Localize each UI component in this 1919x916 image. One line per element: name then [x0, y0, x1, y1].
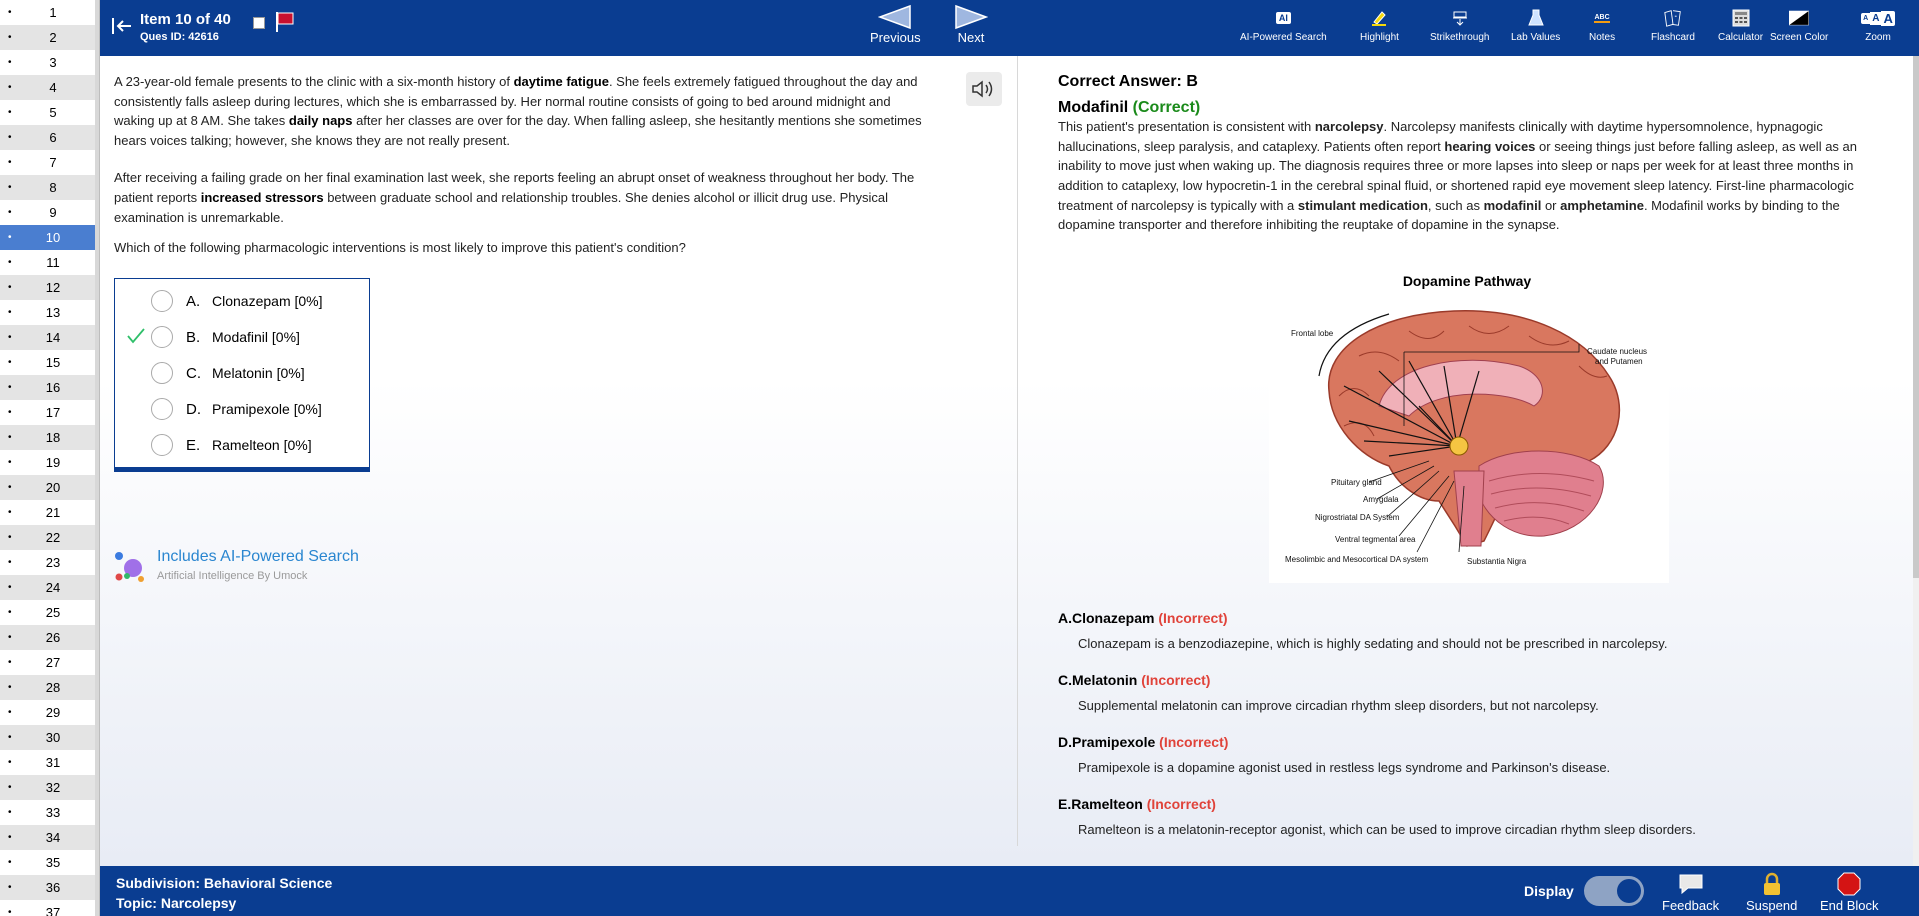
bullet-icon: •	[8, 257, 12, 268]
sidebar-question-2[interactable]	[0, 25, 99, 50]
bullet-icon: •	[8, 57, 12, 68]
feedback-label: Feedback	[1662, 898, 1720, 913]
flag-icon[interactable]	[275, 11, 295, 33]
stem-paragraph-1: A 23-year-old female presents to the clinic with a six-month history of daytime fatigue. She feels extremely fatigued throughout the day and consistently falls asleep during lectures, which she is embarrassed by. Her normal routine consists of going to bed around midnight and waking up at 8 AM. She takes daily naps after her classes are over for the day. When falling asleep, she hesitantly mentions she sometimes hears voices talking; however, she knows they are not really present.	[114, 74, 922, 148]
question-number: 2	[49, 30, 57, 45]
checkmark-icon	[127, 328, 145, 344]
label-nigrostriatal: Nigrostriatal DA System	[1315, 513, 1400, 522]
incorrect-description: Supplemental melatonin can improve circadian rhythm sleep disorders, but not narcolepsy.	[1078, 698, 1599, 713]
notes-label: Notes	[1589, 32, 1616, 43]
bullet-icon: •	[8, 132, 12, 143]
question-number: 33	[45, 805, 61, 820]
lock-icon	[1758, 872, 1786, 896]
sidebar-question-30[interactable]	[0, 725, 99, 750]
answer-choice[interactable]	[115, 283, 369, 319]
bullet-icon: •	[8, 557, 12, 568]
question-number: 19	[45, 455, 61, 470]
question-number: 3	[49, 55, 57, 70]
label-pituitary: Pituitary gland	[1331, 478, 1382, 487]
answer-choices	[114, 278, 370, 472]
incorrect-explanation	[1058, 796, 1696, 837]
bullet-icon: •	[8, 307, 12, 318]
screen-color-icon	[1789, 8, 1809, 28]
back-arrow-icon[interactable]	[110, 14, 134, 38]
ai-search-label: AI-Powered Search	[1240, 32, 1327, 43]
speaker-icon	[971, 79, 997, 99]
question-number: 27	[45, 655, 61, 670]
sidebar-question-22[interactable]	[0, 525, 99, 550]
label-substantia-nigra: Substantia Nigra	[1467, 557, 1527, 566]
bullet-icon: •	[8, 182, 12, 193]
bullet-icon: •	[8, 207, 12, 218]
answer-letter: D.	[186, 400, 201, 418]
bottom-toolbar	[100, 866, 1919, 916]
question-id: Ques ID: 42616	[140, 31, 219, 43]
sidebar-question-19[interactable]	[0, 450, 99, 475]
question-number: 14	[45, 330, 61, 345]
highlight-tool[interactable]	[1360, 8, 1399, 43]
question-number: 8	[49, 180, 57, 195]
flashcard-tool[interactable]	[1651, 8, 1695, 43]
bullet-icon: •	[8, 607, 12, 618]
label-caudate: Caudate nucleus	[1587, 347, 1648, 356]
scrollbar-thumb[interactable]	[1913, 56, 1919, 578]
screen-color-label: Screen Color	[1770, 32, 1829, 43]
answer-heading: Modafinil (Correct)	[1058, 98, 1201, 116]
sidebar-scrollbar[interactable]	[95, 0, 99, 916]
answer-letter: E.	[186, 436, 201, 454]
bullet-icon: •	[8, 832, 12, 843]
bullet-icon: •	[8, 107, 12, 118]
ai-search-tool[interactable]	[1240, 8, 1327, 43]
question-number: 35	[45, 855, 61, 870]
previous-arrow-icon	[878, 4, 912, 30]
next-label: Next	[957, 30, 985, 45]
sidebar-question-33[interactable]	[0, 800, 99, 825]
flashcard-icon	[1663, 8, 1683, 28]
answer-radio[interactable]	[151, 362, 173, 384]
correct-answer-heading: Correct Answer: B	[1058, 73, 1198, 90]
sidebar-question-6[interactable]	[0, 125, 99, 150]
answer-radio[interactable]	[151, 326, 173, 348]
explanation-text: This patient's presentation is consistent with narcolepsy. Narcolepsy manifests clinically with daytime hypersomnolence, hypnagogic hallucinations, sleep paralysis, and cataplexy. Patients often report hearing voices or seeing things just before falling asleep, as well as an inability to move just when waking up. The diagnosis requires three or more lapses into sleep or naps per week for at least three months in addition to cataplexy, low hypocretin-1 in the cerebral spinal fluid, or shortened rapid eye movement sleep latency. First-line pharmacologic treatment of narcolepsy is typically with a stimulant medication, such as modafinil or amphetamine. Modafinil works by binding to the dopamine transporter and therefore inhibiting the reuptake of dopamine in the synapse.	[1058, 119, 1858, 233]
explanation-scrollbar[interactable]	[1913, 56, 1919, 866]
sidebar-question-7[interactable]	[0, 150, 99, 175]
next-arrow-icon	[954, 4, 988, 30]
bullet-icon: •	[8, 232, 12, 243]
lab-values-tool[interactable]	[1511, 8, 1560, 43]
incorrect-explanation	[1058, 610, 1667, 651]
answer-text: Melatonin [0%]	[212, 365, 305, 381]
question-number: 31	[45, 755, 61, 770]
question-number: 10	[45, 230, 61, 245]
question-number: 18	[45, 430, 61, 445]
incorrect-heading: E.Ramelteon (Incorrect)	[1058, 796, 1216, 812]
sidebar-question-8[interactable]	[0, 175, 99, 200]
bullet-icon: •	[8, 382, 12, 393]
sidebar-question-3[interactable]	[0, 50, 99, 75]
sidebar-question-9[interactable]	[0, 200, 99, 225]
incorrect-explanation	[1058, 672, 1599, 713]
sidebar-question-34[interactable]	[0, 825, 99, 850]
question-sidebar	[0, 0, 100, 916]
sidebar-question-26[interactable]	[0, 625, 99, 650]
bullet-icon: •	[8, 757, 12, 768]
previous-label: Previous	[870, 30, 921, 45]
sidebar-question-24[interactable]	[0, 575, 99, 600]
bullet-icon: •	[8, 857, 12, 868]
bullet-icon: •	[8, 582, 12, 593]
answer-list	[115, 283, 369, 463]
bullet-icon: •	[8, 632, 12, 643]
calculator-tool[interactable]	[1718, 8, 1763, 43]
answer-text: Pramipexole [0%]	[212, 401, 322, 417]
sidebar-question-27[interactable]	[0, 650, 99, 675]
display-toggle[interactable]	[1584, 876, 1644, 906]
question-number: 26	[45, 630, 61, 645]
incorrect-description: Clonazepam is a benzodiazepine, which is highly sedating and should not be prescribed in narcolepsy.	[1078, 636, 1668, 651]
top-toolbar	[100, 0, 1919, 56]
bullet-icon: •	[8, 907, 12, 916]
bullet-icon: •	[8, 457, 12, 468]
answer-radio[interactable]	[151, 290, 173, 312]
zoom-icon: A A A	[1863, 10, 1893, 26]
sidebar-question-17[interactable]	[0, 400, 99, 425]
sidebar-question-32[interactable]	[0, 775, 99, 800]
question-number: 28	[45, 680, 61, 695]
lab-values-label: Lab Values	[1511, 32, 1561, 43]
end-block-button[interactable]	[1820, 872, 1879, 913]
question-number: 6	[49, 130, 57, 145]
question-number: 34	[45, 830, 61, 845]
answer-letter: A.	[186, 292, 201, 310]
dopamine-pathway-diagram	[1269, 296, 1669, 583]
notes-icon: ABC	[1594, 13, 1610, 21]
sidebar-question-20[interactable]	[0, 475, 99, 500]
ai-icon: AI	[1273, 8, 1293, 28]
question-number: 13	[45, 305, 61, 320]
answer-choice[interactable]	[115, 427, 369, 463]
screen-color-tool[interactable]	[1770, 8, 1828, 43]
incorrect-description: Ramelteon is a melatonin-receptor agonist, which can be used to improve circadian rhythm sleep disorders.	[1078, 822, 1696, 837]
bullet-icon: •	[8, 482, 12, 493]
notes-tool[interactable]	[1589, 8, 1615, 43]
sidebar-question-21[interactable]	[0, 500, 99, 525]
sidebar-question-23[interactable]	[0, 550, 99, 575]
question-number: 5	[49, 105, 57, 120]
question-stem	[114, 72, 934, 269]
feedback-icon	[1677, 872, 1705, 896]
question-number: 23	[45, 555, 61, 570]
question-number: 29	[45, 705, 61, 720]
question-number: 21	[45, 505, 61, 520]
question-number: 9	[49, 205, 57, 220]
ai-logo-icon	[114, 550, 146, 582]
ai-promo-title[interactable]: Includes AI-Powered Search	[157, 548, 359, 565]
incorrect-description: Pramipexole is a dopamine agonist used in restless legs syndrome and Parkinson's disease.	[1078, 760, 1611, 775]
mark-checkbox[interactable]	[253, 17, 265, 29]
question-audio-button[interactable]	[966, 72, 1002, 106]
suspend-button[interactable]	[1746, 872, 1797, 913]
answer-letter: C.	[186, 364, 201, 382]
stop-icon	[1835, 872, 1863, 896]
bullet-icon: •	[8, 7, 12, 18]
question-number: 11	[46, 255, 60, 270]
question-number: 30	[45, 730, 61, 745]
bullet-icon: •	[8, 707, 12, 718]
ai-promo-subtitle: Artificial Intelligence By Umock	[157, 570, 308, 582]
sidebar-question-14[interactable]	[0, 325, 99, 350]
label-frontal-lobe: Frontal lobe	[1291, 329, 1334, 338]
calculator-label: Calculator	[1718, 32, 1764, 43]
strikethrough-label: Strikethrough	[1430, 32, 1490, 43]
stem-paragraph-2: After receiving a failing grade on her final examination last week, she reports feeling an abrupt onset of weakness throughout her body. The patient reports increased stressors between graduate school and relationship troubles. She denies alcohol or illicit drug use. Physical examination is unremarkable.	[114, 170, 915, 225]
sidebar-question-35[interactable]	[0, 850, 99, 875]
answer-radio[interactable]	[151, 434, 173, 456]
answer-text: Clonazepam [0%]	[212, 293, 323, 309]
question-number: 32	[45, 780, 61, 795]
question-number: 25	[45, 605, 61, 620]
sidebar-question-37[interactable]	[0, 900, 99, 916]
sidebar-question-28[interactable]	[0, 675, 99, 700]
answer-choice[interactable]	[115, 391, 369, 427]
bullet-icon: •	[8, 882, 12, 893]
sidebar-question-29[interactable]	[0, 700, 99, 725]
label-vta: Ventral tegmental area	[1335, 535, 1416, 544]
bullet-icon: •	[8, 407, 12, 418]
bullet-icon: •	[8, 507, 12, 518]
incorrect-heading: A.Clonazepam (Incorrect)	[1058, 610, 1228, 626]
sidebar-question-11[interactable]	[0, 250, 99, 275]
zoom-tool[interactable]	[1855, 8, 1901, 43]
question-number: 7	[49, 155, 57, 170]
feedback-button[interactable]	[1662, 872, 1719, 913]
sidebar-question-15[interactable]	[0, 350, 99, 375]
topic-text: Topic: Narcolepsy	[116, 895, 237, 911]
previous-button[interactable]	[870, 4, 921, 45]
bullet-icon: •	[8, 357, 12, 368]
explanation-body	[1058, 72, 1898, 235]
answer-text: Modafinil [0%]	[212, 329, 300, 345]
strikethrough-icon	[1450, 8, 1470, 28]
sidebar-question-10[interactable]	[0, 225, 99, 250]
bullet-icon: •	[8, 732, 12, 743]
label-amygdala: Amygdala	[1363, 495, 1399, 504]
answer-radio[interactable]	[151, 398, 173, 420]
incorrect-explanation	[1058, 734, 1610, 775]
question-number: 16	[45, 380, 61, 395]
calculator-icon	[1731, 8, 1751, 28]
label-mesolimbic: Mesolimbic and Mesocortical DA system	[1285, 555, 1429, 564]
bullet-icon: •	[8, 82, 12, 93]
bullet-icon: •	[8, 32, 12, 43]
sidebar-question-1[interactable]	[0, 0, 99, 25]
question-number: 20	[45, 480, 61, 495]
strikethrough-tool[interactable]	[1430, 8, 1489, 43]
figure-title: Dopamine Pathway	[1402, 273, 1532, 289]
bullet-icon: •	[8, 657, 12, 668]
bullet-icon: •	[8, 807, 12, 818]
subdivision-text: Subdivision: Behavioral Science	[116, 875, 333, 891]
sidebar-question-4[interactable]	[0, 75, 99, 100]
sidebar-question-12[interactable]	[0, 275, 99, 300]
sidebar-question-31[interactable]	[0, 750, 99, 775]
highlighter-icon	[1369, 8, 1389, 28]
zoom-label: Zoom	[1865, 32, 1891, 43]
sidebar-question-13[interactable]	[0, 300, 99, 325]
question-list	[0, 0, 99, 916]
question-number: 15	[45, 355, 61, 370]
answer-letter: B.	[186, 328, 201, 346]
bullet-icon: •	[8, 782, 12, 793]
incorrect-heading: C.Melatonin (Incorrect)	[1058, 672, 1211, 688]
answer-choice[interactable]	[115, 319, 369, 355]
sidebar-question-18[interactable]	[0, 425, 99, 450]
item-counter: Item 10 of 40	[140, 11, 231, 28]
bullet-icon: •	[8, 432, 12, 443]
question-panel	[100, 56, 1018, 866]
flask-icon	[1526, 8, 1546, 28]
bullet-icon: •	[8, 332, 12, 343]
sidebar-question-16[interactable]	[0, 375, 99, 400]
label-putamen: and Putamen	[1595, 357, 1643, 366]
sidebar-question-25[interactable]	[0, 600, 99, 625]
sidebar-question-36[interactable]	[0, 875, 99, 900]
sidebar-question-5[interactable]	[0, 100, 99, 125]
suspend-label: Suspend	[1746, 898, 1798, 913]
answer-text: Ramelteon [0%]	[212, 437, 312, 453]
question-number: 22	[45, 530, 61, 545]
toggle-knob	[1617, 879, 1641, 903]
highlight-label: Highlight	[1360, 32, 1399, 43]
incorrect-heading: D.Pramipexole (Incorrect)	[1058, 734, 1229, 750]
next-button[interactable]	[954, 4, 988, 45]
flashcard-label: Flashcard	[1651, 32, 1695, 43]
bullet-icon: •	[8, 532, 12, 543]
bullet-icon: •	[8, 682, 12, 693]
display-label: Display	[1524, 883, 1574, 899]
question-number: 4	[49, 80, 57, 95]
question-number: 12	[45, 280, 61, 295]
end-block-label: End Block	[1820, 898, 1879, 913]
question-number: 17	[45, 405, 61, 420]
question-number: 37	[45, 905, 61, 916]
question-number: 1	[49, 5, 57, 20]
question-number: 36	[45, 880, 61, 895]
bullet-icon: •	[8, 282, 12, 293]
answer-choice[interactable]	[115, 355, 369, 391]
question-prompt: Which of the following pharmacologic interventions is most likely to improve this patient's condition?	[114, 240, 686, 256]
bullet-icon: •	[8, 157, 12, 168]
question-number: 24	[45, 580, 61, 595]
